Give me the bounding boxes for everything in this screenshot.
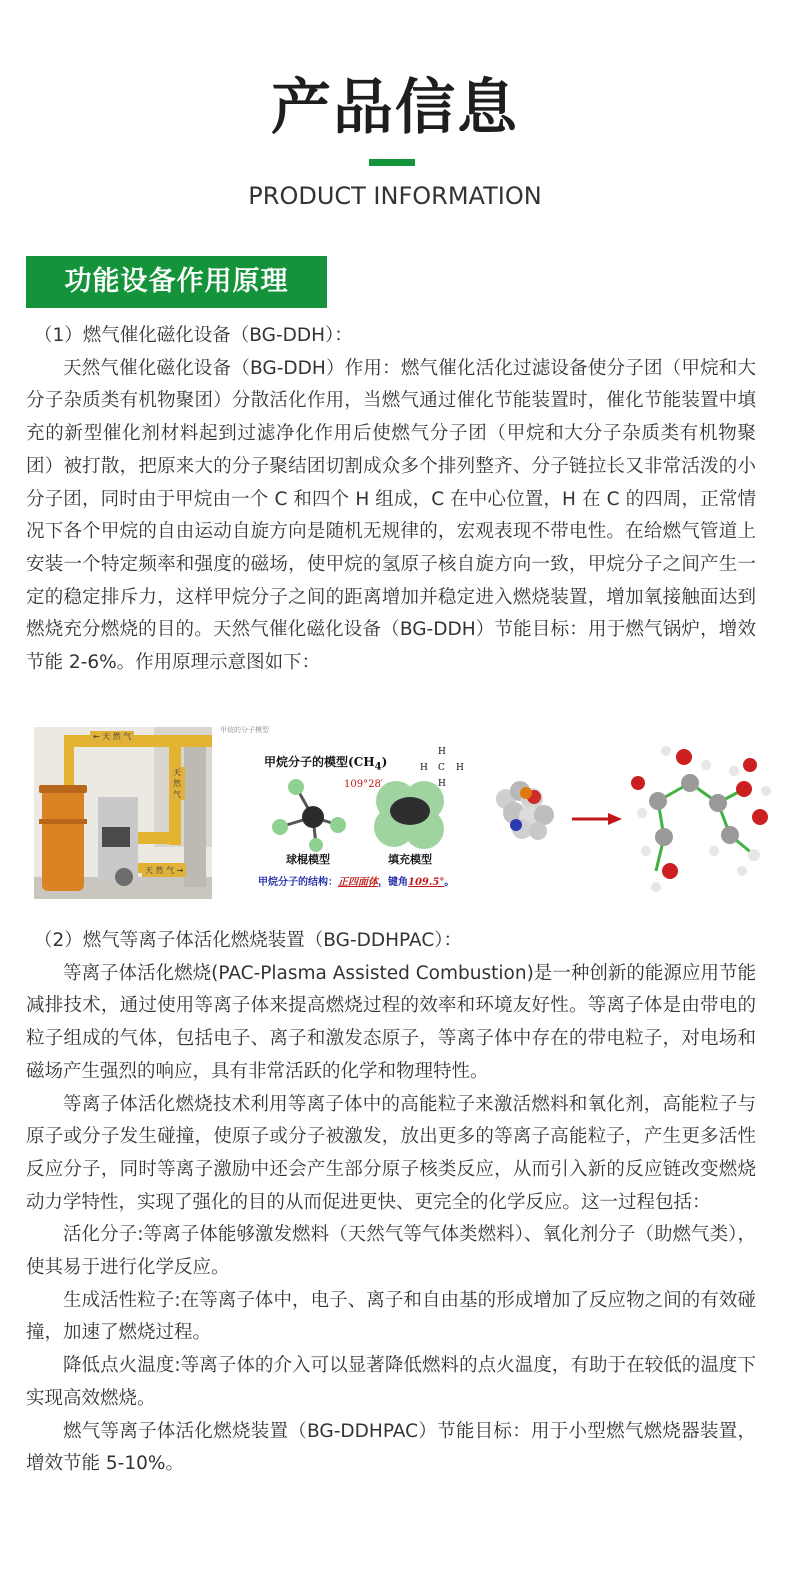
dispersed-molecules — [626, 731, 776, 901]
structure-angle: 109.5° — [408, 877, 445, 888]
part1-heading: （1）燃气催化磁化设备（BG-DDH）： — [34, 325, 353, 346]
structure-shape: 正四面体 — [338, 877, 378, 888]
photo-pipe-label-bottom: 天 然 气 → — [142, 865, 186, 877]
structure-prefix: 甲烷分子的结构： — [258, 877, 338, 888]
part2-block — [26, 925, 756, 1481]
formula-c: C — [438, 763, 445, 773]
part1-block — [26, 320, 756, 680]
formula-h-top: H — [438, 747, 446, 757]
bond-angle-label: 109°28′ — [344, 779, 384, 790]
part2-heading: （2）燃气等离子体活化燃烧装置（BG-DDHPAC）： — [34, 930, 463, 951]
transform-arrow-icon — [570, 811, 624, 827]
part2-paragraph: 等离子体活化燃烧(PAC-Plasma Assisted Combustion)是一种创新的能源应用节能减排技术，通过使用等离子体来提高燃烧过程的效率和环境友好性。等离子体是由带电的粒子组成的气体，包括电子、离子和激发态原子，等离子体中存在的带电粒子，对电场和磁场产生强烈的响应，具有非常活跃的化学和物理特性。 — [26, 962, 756, 1082]
photo-pipe-label-left: ← 天 然 气 — [90, 731, 134, 743]
methane-structure-line — [258, 873, 454, 888]
model-formula: (CH — [348, 755, 375, 769]
panel-caption: 甲烷的分子模型 — [220, 726, 269, 734]
structure-end: 。 — [444, 877, 455, 888]
ball-stick-model — [268, 773, 358, 853]
page-subtitle: PRODUCT INFORMATION — [248, 182, 542, 210]
title-underline — [369, 159, 415, 166]
principle-figure — [30, 725, 770, 905]
formula-h-bottom: H — [438, 779, 446, 789]
ball-stick-label: 球棍模型 — [286, 853, 330, 866]
section-badge: 功能设备作用原理 — [26, 256, 327, 308]
part2-paragraph: 生成活性粒子:在等离子体中，电子、离子和自由基的形成增加了反应物之间的有效碰撞，加速了燃烧过程。 — [26, 1289, 756, 1344]
model-title-text: 甲烷分子的模型 — [264, 755, 349, 769]
part2-paragraph: 燃气等离子体活化燃烧装置（BG-DDHPAC）节能目标：用于小型燃气燃烧器装置，增效节能 5-10%。 — [26, 1420, 756, 1475]
structure-mid: ，键角 — [378, 877, 408, 888]
model-formula-sub: 4 — [374, 761, 382, 773]
equipment-photo — [34, 727, 212, 899]
methane-model-panel — [220, 725, 476, 901]
model-title — [264, 753, 387, 772]
space-fill-label: 填充模型 — [388, 853, 432, 866]
part2-paragraph: 活化分子:等离子体能够激发燃料（天然气等气体类燃料）、氧化剂分子（助燃气类），使其易于进行化学反应。 — [26, 1224, 756, 1279]
formula-h-left: H — [420, 763, 428, 773]
page-title: 产品信息 — [271, 73, 519, 143]
photo-pipe-label-vertical: 天然气 — [170, 767, 185, 800]
molecule-cluster — [486, 769, 566, 859]
formula-h-right: H — [456, 763, 464, 773]
part2-paragraph: 降低点火温度:等离子体的介入可以显著降低燃料的点火温度，有助于在较低的温度下实现高效燃烧。 — [26, 1355, 756, 1409]
part1-paragraph: 天然气催化磁化设备（BG-DDH）作用：燃气催化活化过滤设备使分子团（甲烷和大分子杂质类有机物聚团）分散活化作用，当燃气通过催化节能装置时，催化节能装置中填充的新型催化剂材料起到过滤净化作用后使燃气分子团（甲烷和大分子杂质类有机物聚团）被打散，把原来大的分子聚结团切割成众多个排列整齐、分子链拉长又非常活泼的小分子团，同时由于甲烷由一个 C 和四个 H 组成，C 在中心位置，H 在 C 的四周，正常情况下各个甲烷的自由运动自旋方向是随机无规律的，宏观表现不带电性。在给燃气管道上安装一个特定频率和强度的磁场，使甲烷的氢原子核自旋方向一致，甲烷分子之间产生一定的稳定排斥力，这样甲烷分子之间的距离增加并稳定进入燃烧装置，增加氧接触面达到燃烧充分燃烧的目的。天然气催化磁化设备（BG-DDH）节能目标：用于燃气锅炉，增效节能 2-6%。作用原理示意图如下： — [26, 357, 756, 674]
part2-paragraph: 等离子体活化燃烧技术利用等离子体中的高能粒子来激活燃料和氧化剂，高能粒子与原子或分子发生碰撞，使原子或分子被激发，放出更多的等离子高能粒子，产生更多活性反应分子，同时等离子激励中还会产生部分原子核类反应，从而引入新的反应链改变燃烧动力学特性，实现了强化的目的从而促进更快、更完全的化学反应。这一过程包括： — [26, 1093, 756, 1213]
model-formula-end: ) — [381, 755, 388, 769]
structural-formula — [420, 725, 464, 789]
